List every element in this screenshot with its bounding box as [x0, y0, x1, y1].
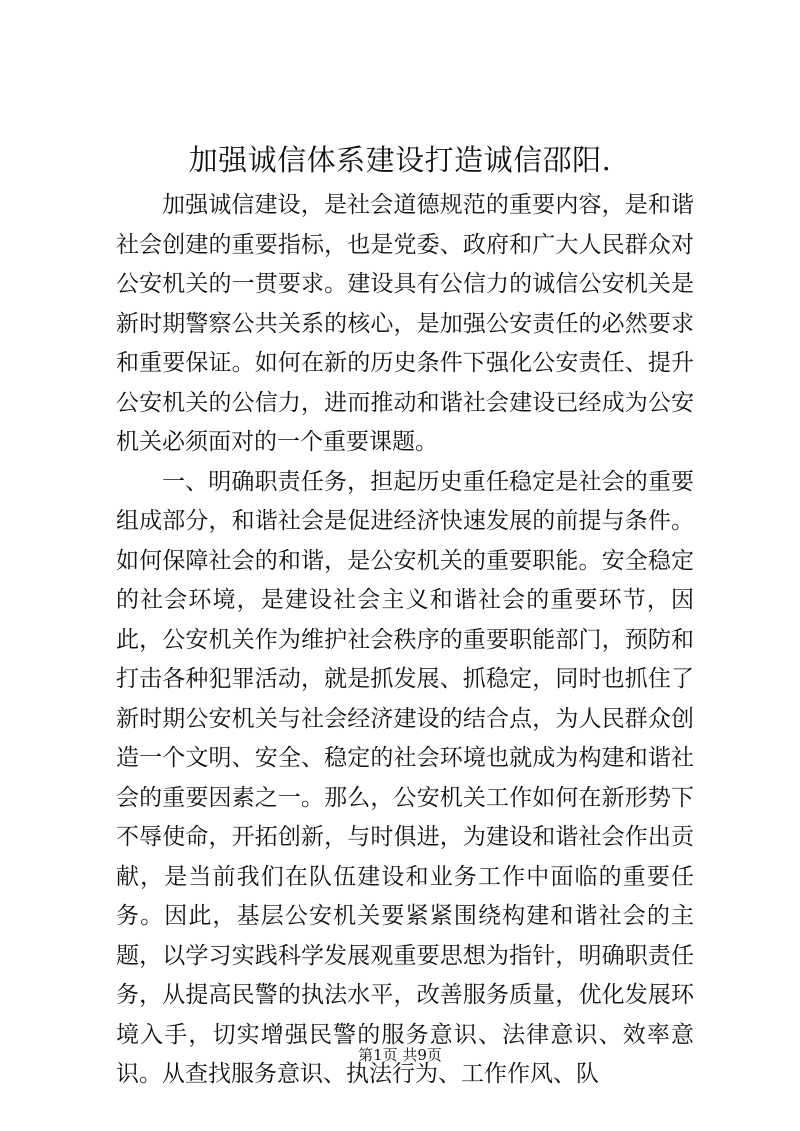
- page-footer: [0, 1045, 800, 1065]
- paragraph-section-one: 一、明确职责任务，担起历史重任稳定是社会的重要组成部分，和谐社会是促进经济快速发展的前提与条件。如何保障社会的和谐，是公安机关的重要职能。安全稳定的社会环境，是建设社会主义和谐社会的重要环节，因此，公安机关作为维护社会秩序的重要职能部门，预防和打击各种犯罪活动，就是抓发展、抓稳定，同时也抓住了新时期公安机关与社会经济建设的结合点，为人民群众创造一个文明、安全、稳定的社会环境也就成为构建和谐社会的重要因素之一。那么，公安机关工作如何在新形势下不辱使命，开拓创新，与时俱进，为建设和谐社会作出贡献，是当前我们在队伍建设和业务工作中面临的重要任务。因此，基层公安机关要紧紧围绕构建和谐社会的主题，以学习实践科学发展观重要思想为指针，明确职责任务，从提高民警的执法水平，改善服务质量，优化发展环境入手，切实增强民警的服务意识、法律意识、效率意识。从查找服务意识、执法行为、工作作风、队: [116, 468, 694, 1087]
- document-body: [116, 186, 694, 1095]
- page-indicator: 第1页 共9页: [358, 1046, 442, 1064]
- document-title: 加强诚信体系建设打造诚信邵阳.: [188, 143, 612, 177]
- paragraph-intro: 加强诚信建设，是社会道德规范的重要内容，是和谐社会创建的重要指标，也是党委、政府和广大人民群众对公安机关的一贯要求。建设具有公信力的诚信公安机关是新时期警察公共关系的核心，是加强公安责任的必然要求和重要保证。如何在新的历史条件下强化公安责任、提升公安机关的公信力，进而推动和谐社会建设已经成为公安机关必须面对的一个重要课题。: [116, 192, 694, 455]
